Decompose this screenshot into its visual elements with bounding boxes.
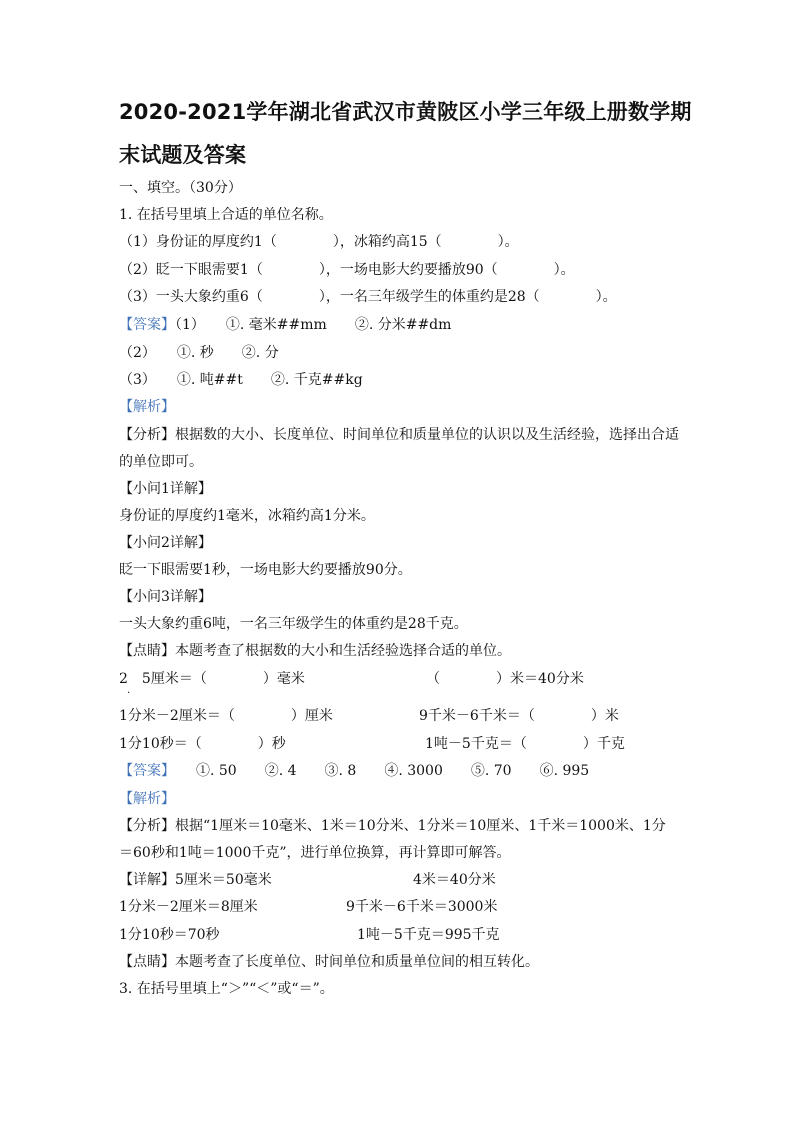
analysis-lead-tag: 【分析】 (119, 427, 175, 443)
q2-detail-row-1-left (119, 871, 272, 889)
analysis-lead-tag: 【分析】 (119, 818, 175, 834)
decorative-dot: · (127, 688, 131, 699)
q2-answer-text: ①. 50 ②. 4 ③. 8 ④. 3000 ⑤. 70 ⑥. 995 (168, 763, 590, 779)
q2-detail-row-2-left: 1分米－2厘米＝8厘米 (119, 899, 258, 915)
q2-row-3-right: 1吨－5千克＝（ ）千克 (425, 736, 625, 752)
q2-detail-row-3-right: 1吨－5千克＝995千克 (357, 927, 500, 943)
q2-answer (119, 762, 589, 780)
q2-analysis-line-2: ＝60秒和1吨＝1000千克”，进行单位换算，再计算即可解答。 (119, 845, 511, 861)
q2-detail-row-1-right: 4米＝40分米 (413, 872, 496, 888)
detail-text: 5厘米＝50毫米 (175, 872, 272, 888)
analysis-text: 根据数的大小、长度单位、时间单位和质量单位的认识以及生活经验，选择出合适 (175, 427, 679, 443)
q1-item-1: （1）身份证的厚度约1（ ），冰箱约高15（ ）。 (119, 234, 519, 250)
q1-comment (119, 642, 511, 660)
answer-tag: 【答案】 (119, 317, 175, 333)
q2-detail-row-2-right: 9千米－6千米＝3000米 (346, 899, 498, 915)
q1-sub2-text: 眨一下眼需要1秒，一场电影大约要播放90分。 (119, 562, 412, 578)
q1-answer-text-1: （1） ①. 毫米##mm ②. 分米##dm (175, 317, 452, 333)
q1-analysis-line-2: 的单位即可。 (119, 454, 203, 470)
q2-row-2-left: 1分米－2厘米＝（ ）厘米 (119, 708, 333, 724)
q2-analysis-line-1 (119, 817, 666, 835)
q1-analysis-line-1 (119, 426, 679, 444)
document-title-line-2: 末试题及答案 (119, 143, 247, 167)
q2-row-1-right: （ ）米＝40分米 (426, 671, 584, 687)
q2-detail-row-3-left: 1分10秒＝70秒 (119, 927, 220, 943)
comment-tag: 【点睛】 (119, 643, 175, 659)
q3-stem: 3. 在括号里填上“＞”“＜”或“＝”。 (119, 981, 334, 997)
q1-sub1-text: 身份证的厚度约1毫米，冰箱约高1分米。 (119, 508, 375, 524)
answer-tag: 【答案】 (119, 763, 168, 779)
q2-analysis-tag: 【解析】 (119, 791, 175, 807)
comment-text: 本题考查了根据数的大小和生活经验选择合适的单位。 (175, 643, 511, 659)
q2-comment (119, 953, 539, 971)
q1-sub3-tag: 【小问3详解】 (119, 589, 212, 605)
q1-answer-row-3: （3） ①. 吨##t ②. 千克##kg (119, 372, 363, 388)
comment-tag: 【点睛】 (119, 954, 175, 970)
q1-analysis-tag: 【解析】 (119, 399, 175, 415)
analysis-text: 根据“1厘米＝10毫米、1米＝10分米、1分米＝10厘米、1千米＝1000米、1分 (175, 818, 666, 834)
comment-text: 本题考查了长度单位、时间单位和质量单位间的相互转化。 (175, 954, 539, 970)
section-heading: 一、填空。（30分） (119, 180, 242, 196)
q2-row-2-right: 9千米－6千米＝（ ）米 (419, 708, 619, 724)
document-title-line-1: 2020-2021学年湖北省武汉市黄陂区小学三年级上册数学期 (119, 100, 692, 124)
q1-answer-row-2: （2） ①. 秒 ②. 分 (119, 345, 279, 361)
q2-row-1-left: 2 5厘米＝（ ）毫米 (119, 671, 305, 687)
q1-item-3: （3）一头大象约重6（ ），一名三年级学生的体重约是28（ ）。 (119, 289, 617, 305)
q2-row-3-left: 1分10秒＝（ ）秒 (119, 736, 286, 752)
detail-tag: 【详解】 (119, 872, 175, 888)
q1-answer-row-1 (119, 316, 451, 334)
q1-sub1-tag: 【小问1详解】 (119, 481, 212, 497)
q1-item-2: （2）眨一下眼需要1（ ），一场电影大约要播放90（ ）。 (119, 262, 575, 278)
q1-stem: 1. 在括号里填上合适的单位名称。 (119, 207, 333, 223)
q1-sub2-tag: 【小问2详解】 (119, 535, 212, 551)
q1-sub3-text: 一头大象约重6吨，一名三年级学生的体重约是28千克。 (119, 616, 468, 632)
